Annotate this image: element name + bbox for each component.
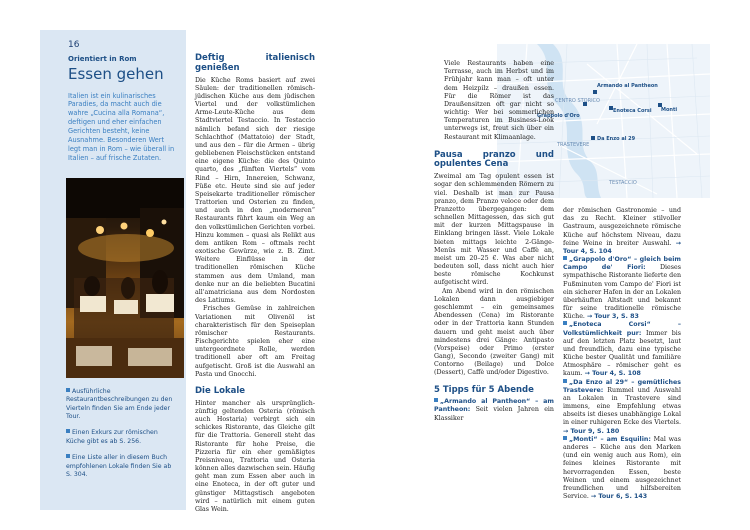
bullet-icon bbox=[434, 398, 438, 402]
paragraph: Am Abend wird in den römischen Lokalen dann ausgiebiger geschlemmt – ein gemeinsames Abendessen (Cena) im Ristorante oder in der Trattoria kann Stunden dauern und geht meist auch über mindestens drei Gänge: Antipasto (Vorspeise) oder Primo (erster Gang), Secondo (zweiter Gang) mit Contorno (Beilage) und Dolce (Dessert), Caffè und/oder Digestivo. bbox=[434, 287, 554, 377]
paragraph: Hinter mancher als ursprünglich-zünftig geltenden Osteria (römisch auch Hostaria) verbirgt sich ein schickes Ristorante, das Gleiche gilt für die Trattoria. Generell steht das Ristorante für hohe Preise, die Pizzeria für ein eher gemäßigtes Preisniveau, Trattoria und Osteria können alles dazwischen sein. Häufig geht man zum Essen aber auch in eine Enoteca, in der oft guter und günstiger Mittagstisch angeboten wird – natürlich mit einem guten Glas Wein. bbox=[195, 399, 315, 513]
column-2 bbox=[434, 60, 554, 423]
heading-deftig: Deftig italienisch genießen bbox=[195, 53, 315, 73]
heading-pausa: Pausa pranzo und opulentes Cena bbox=[434, 149, 554, 170]
section-kicker: Orientiert in Rom bbox=[68, 55, 137, 63]
map-label-enoteca: Enoteca Corsi bbox=[613, 108, 652, 114]
paragraph: Die Küche Roms basiert auf zwei Säulen: der traditionellen römisch-jüdischen Küche aus dem jüdischen Viertel und der volkstümlichen Arme-Leute-Küche aus dem Stadtviertel Testaccio. In Testaccio nämlich befand sich der riesige Schlachthof (Mattatoio) der Stadt, und aus den – für die Armen – übrig gebliebenen Fleischstücken entstand eine eigene Küche: die des Quinto quarto, des „fünften Viertels“ vom Rind – Hirn, Innereien, Schwanz, Füße etc. Heute sind sie auf jeder Speisekarte traditioneller römischer Trattorien und Osterien zu finden, und auch in den „moderneren“ Restaurants führt kaum ein Weg an den volkstümlichen Gerichten vorbei. Hinzu kommen – quasi als Relikt aus dem antiken Rom – oftmals recht exotische Gewürze, wie z. B. Zimt. Weitere Einflüsse in der traditionellen römischen Küche stammen aus dem Umland, man denke nur an die beliebten Bucatini all'amatriciana aus dem Nordosten des Latiums. bbox=[195, 76, 315, 305]
column-1 bbox=[195, 54, 315, 514]
map-label-armando: Armando al Pantheon bbox=[597, 83, 658, 89]
intro-text: Italien ist ein kulinarisches Paradies, da macht auch die wahre „Cucina alla Romana“, deftigen und eher einfachen Gerichten besteht, keine Ausnahme. Besonderen Wert legt man in Rom – wie überall in Italien – auf frische Zutaten. bbox=[68, 91, 175, 163]
tour-reference: → Tour 4, S. 104 bbox=[563, 239, 681, 255]
tour-reference: → Tour 6, S. 143 bbox=[590, 493, 648, 501]
map-label-centro: CENTRO STORICO bbox=[555, 98, 600, 104]
map-label-monti: Monti bbox=[661, 107, 678, 113]
bullet-icon bbox=[563, 379, 567, 383]
heading-tipps: 5 Tipps für 5 Abende bbox=[434, 384, 534, 395]
sidebar-notes bbox=[66, 388, 178, 487]
bullet-icon bbox=[66, 429, 70, 433]
restaurant-photo-art bbox=[66, 178, 184, 378]
bullet-icon bbox=[563, 321, 567, 325]
tip-item: „Enoteca Corsi“ – Volkstümlichkeit pur: Immer bis auf den letzten Platz besetzt, laut und freundlich, dazu eine typische Küche bester Qualität und familiäre Atmosphäre – römischer geht es kaum. → Tour 4, S. 108 bbox=[563, 321, 681, 378]
bullet-icon bbox=[66, 388, 70, 392]
paragraph: Viele Restaurants haben eine Terrasse, auch im Herbst und im Frühjahr kann man – oft unter dem Heizpilz – draußen essen. Für die Römer ist das Draußensitzen oft gar nicht so wichtig: Wer bei sommerlichen Temperaturen im Business-Look unterwegs ist, freut sich über ein Restaurant mit Klimaanlage. bbox=[444, 60, 554, 141]
restaurant-photo bbox=[66, 178, 184, 378]
bullet-icon bbox=[563, 436, 567, 440]
tip-item: „Grappolo d'Oro“ – gleich beim Campo de' Fiori: Dieses sympathische Ristorante lieferte den Fußminuten vom Campo de' Fiori ist ein sicherer Hafen in der an Lokalen überhäuften Altstadt und bekannt für seine traditionelle römische Küche. → Tour 3, S. 83 bbox=[563, 256, 681, 321]
page-title: Essen gehen bbox=[68, 65, 164, 83]
bullet-icon bbox=[66, 454, 70, 458]
note-item: Einen Exkurs zur römischen Küche gibt es ab S. 256. bbox=[66, 429, 158, 445]
tour-reference: → Tour 4, S. 108 bbox=[584, 370, 641, 378]
paragraph: Zweimal am Tag opulent essen ist sogar den schlemmenden Römern zu viel. Deshalb ist man zur Pausa pranzo, dem Pranzo veloce oder dem Pranzetto übergegangen: dem schnellen Mittagessen, das sich gut mit der kurzen Mittagspause in Einklang bringen lässt. Viele Lokale bieten mittags leichte 2-Gänge-Menüs mit Wasser und Caffè an, meist um 20–25 €. Was aber nicht bedeuten soll, dass nicht auch hier beste römische Kochkunst aufgetischt wird. bbox=[434, 173, 554, 287]
page-number: 16 bbox=[68, 40, 80, 50]
tour-reference: → Tour 3, S. 83 bbox=[586, 313, 639, 321]
tip-item: „Da Enzo al 29“ – gemütliches Trastevere: Rummel und Auswahl an Lokalen in Trastevere sind immens, eine Empfehlung etwas abseits ist dieses unabhängige Lokal in einer ruhigeren Ecke des Viertels. → Tour 9, S. 180 bbox=[563, 378, 681, 435]
note-item: Ausführliche Restaurantbeschreibungen zu den Vierteln finden Sie am Ende jeder Tour. bbox=[66, 388, 173, 421]
tip-item: „Monti“ – am Esquilin: Mal was anderes – Küche aus den Marken (und ein wenig auch aus Rom), ein feines kleines Ristorante mit hervorragenden Essen, beste Weinen und einem ausgezeichnet freundlichen und hilfsbereiten Service. → Tour 6, S. 143 bbox=[563, 435, 681, 501]
bullet-icon bbox=[563, 256, 567, 260]
column-3 bbox=[563, 207, 681, 501]
heading-lokale: Die Lokale bbox=[195, 385, 246, 396]
map-label-grappolo: Grappolo d'Oro bbox=[537, 113, 580, 119]
tip-item: „Armando al Pantheon“ – am Pantheon: Seit vielen Jahren ein Klassiker bbox=[434, 398, 554, 422]
note-item: Eine Liste aller in diesem Buch empfohlenen Lokale finden Sie ab S. 304. bbox=[66, 454, 172, 478]
map-label-enzo: Da Enzo al 29 bbox=[597, 136, 636, 142]
tour-reference: → Tour 9, S. 180 bbox=[563, 427, 620, 435]
map-label-trastevere: TRASTEVERE bbox=[557, 142, 590, 148]
map-label-testaccio: TESTACCIO bbox=[609, 180, 637, 186]
paragraph: Frisches Gemüse in zahlreichen Variationen mit Olivenöl ist charakteristisch für den Speiseplan römischer Restaurants. Fischgerichte spielen eher eine untergeordnete Rolle, werden traditionell aber oft am Freitag aufgetischt. Groß ist die Auswahl an Pasta und Gnocchi. bbox=[195, 305, 315, 378]
tip-continuation: der römischen Gastronomie – und das zu Recht. Kleiner stilvoller Gastraum, ausgezeichnete römische Küche auf höchstem Niveau, dazu feine Weine in breiter Auswahl. → Tour 4, S. 104 bbox=[563, 207, 681, 255]
